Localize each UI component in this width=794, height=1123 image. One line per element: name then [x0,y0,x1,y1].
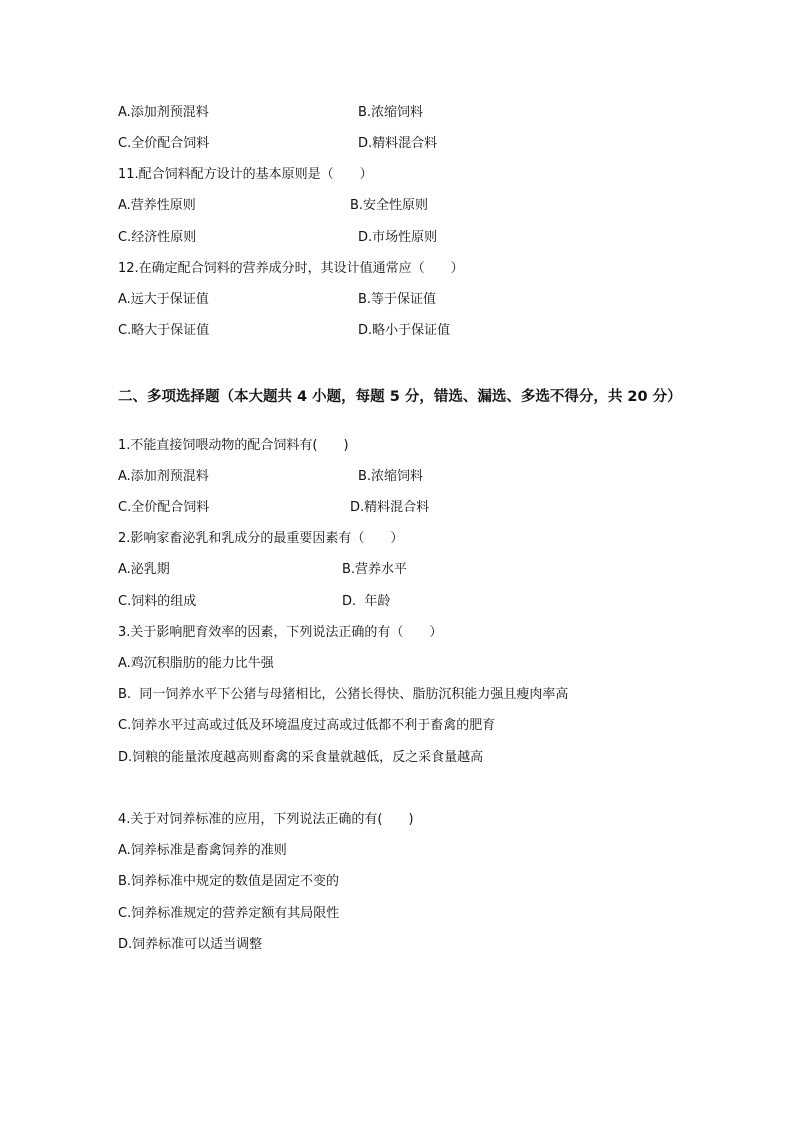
q10-option-d: D.精料混合料 [358,136,438,151]
q10-option-b: B.浓缩饲料 [358,105,424,120]
q11-option-b: B.安全性原则 [350,198,429,213]
m4-option-c: C.饲养标准规定的营养定额有其局限性 [118,906,340,921]
q12-option-c: C.略大于保证值 [118,323,210,338]
m2-option-c: C.饲料的组成 [118,594,197,609]
q10-option-c: C.全价配合饲料 [118,136,210,151]
m4-option-b: B.饲养标准中规定的数值是固定不变的 [118,874,340,889]
m2-option-d: D. 年龄 [342,594,391,609]
m3-option-b: B. 同一饲养水平下公猪与母猪相比，公猪长得快、脂肪沉积能力强且瘦肉率高 [118,687,569,702]
m1-option-a: A.添加剂预混料 [118,469,209,484]
q10-option-a: A.添加剂预混料 [118,105,209,120]
m4-option-d: D.饲养标准可以适当调整 [118,937,263,952]
q12-option-d: D.略小于保证值 [358,323,451,338]
m4-stem: 4.关于对饲养标准的应用，下列说法正确的有( ) [118,812,414,827]
m3-stem: 3.关于影响肥育效率的因素，下列说法正确的有（ ） [118,625,443,640]
m4-option-a: A.饲养标准是畜禽饲养的准则 [118,843,287,858]
m2-stem: 2.影响家畜泌乳和乳成分的最重要因素有（ ） [118,531,404,546]
q12-option-a: A.远大于保证值 [118,292,209,307]
m1-option-d: D.精料混合料 [350,500,430,515]
m3-option-d: D.饲粮的能量浓度越高则畜禽的采食量就越低，反之采食量越高 [118,750,484,765]
q12-option-b: B.等于保证值 [358,292,437,307]
section-heading: 二、多项选择题（本大题共 4 小题，每题 5 分，错选、漏选、多选不得分，共 20 分） [118,389,682,405]
q11-option-a: A.营养性原则 [118,198,196,213]
m1-stem: 1.不能直接饲喂动物的配合饲料有( ) [118,438,349,453]
m3-option-a: A.鸡沉积脂肪的能力比牛强 [118,656,274,671]
m2-option-a: A.泌乳期 [118,562,170,577]
m3-option-c: C.饲养水平过高或过低及环境温度过高或过低都不利于畜禽的肥育 [118,718,496,733]
m1-option-b: B.浓缩饲料 [358,469,424,484]
q12-stem: 12.在确定配合饲料的营养成分时，其设计值通常应（ ） [118,261,464,276]
q11-option-c: C.经济性原则 [118,230,197,245]
m1-option-c: C.全价配合饲料 [118,500,210,515]
q11-stem: 11.配合饲料配方设计的基本原则是（ ） [118,167,373,182]
q11-option-d: D.市场性原则 [358,230,438,245]
m2-option-b: B.营养水平 [342,562,408,577]
